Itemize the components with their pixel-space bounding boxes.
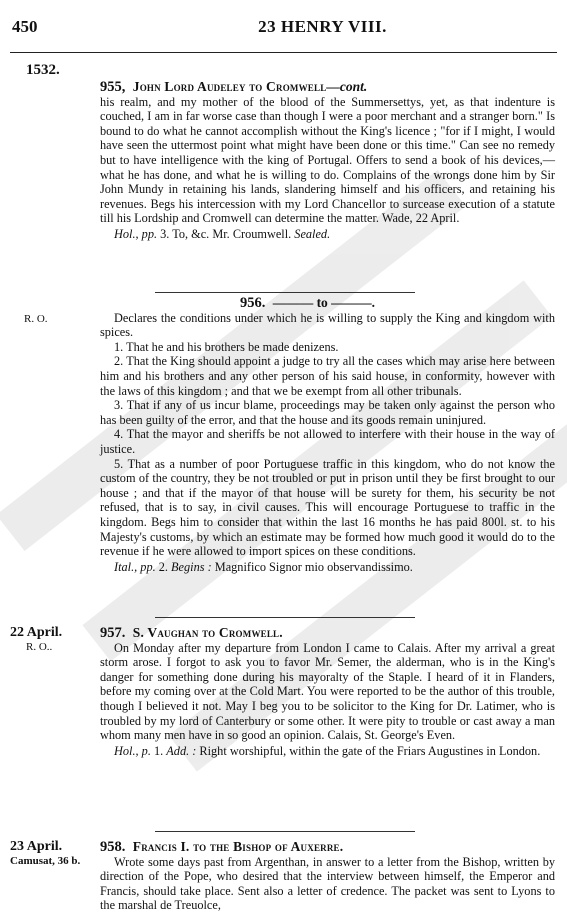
entry-body: On Monday after my departure from London I came to Calais. After my arrival a great storm arose. I forgot to ask you to favor Mr. Semer, the alderman, who is in the King's danger for something done during his mayoralty of the Staple. I heard of it in Flanders, before my coming over at the Cold Mart. You were reported to be the author of this trouble, though I believed it not. May I beg you to be solicitor to the King for Dr. Latimer, who is troubled by my lord of Canterbury or some other. It were pity to trouble or cast away a man whom many men have in so good an opinion. Calais, St. George's Even. [100, 640, 555, 743]
condition-item: 3. That if any of us incur blame, proceedings may be taken only against the person who has been guilty of the error, and that the house and its goods remain uninjured. [100, 398, 555, 427]
meta-rest: Right worshipful, within the gate of the Friars Augustines in London. [196, 743, 541, 758]
entry-title: John Lord Audeley to Cromwell [132, 79, 327, 94]
page-header [0, 14, 567, 40]
condition-item: 4. That the mayor and sheriffs be not allowed to interfere with their house in the way of justice. [100, 427, 555, 456]
margin-year: 1532. [26, 62, 60, 78]
side-note-957 [10, 626, 95, 654]
entry-number: 955, [100, 79, 126, 95]
entry-958 [100, 840, 555, 913]
entry-meta [100, 744, 555, 759]
side-date: 22 April. [10, 625, 63, 640]
entry-title-suffix: —cont. [326, 79, 368, 94]
entry-divider [155, 831, 415, 832]
entry-title: ——— to ———. [272, 295, 376, 310]
entry-number: 957. [100, 625, 126, 641]
side-note-958 [10, 840, 95, 868]
condition-item: 5. That as a number of poor Portuguese traffic in this kingdom, who do not know the custom of the country, they be not troubled or put in prison until they be first brought to our house ; and that if the mayor of that house will be surety for them, his security be not refused, that is to say, in civil causes. This will encourage Portuguese to traffic in the kingdom. Begs him to consider that within the last 16 months he has paid 800l. st. to his Majesty's customs, by which an estimate may be formed how much good it would do to the revenue if he were allowed to import spices on these conditions. [100, 456, 555, 559]
entry-meta [100, 560, 555, 575]
entry-number: 956. [239, 295, 266, 311]
condition-item: 2. That the King should appoint a judge to try all the cases which may arise here between him and his brothers and any other person of his said house, in conformity, however with the laws of this kingdom ; and that we be exempt from all other tribunals. [100, 354, 555, 398]
side-source: R. O. [24, 313, 48, 325]
meta-rest: 3. To, &c. Mr. Croumwell. [157, 226, 295, 241]
page-number: 450 [12, 17, 38, 36]
side-note-956 [10, 312, 95, 326]
meta-ital: Ital., pp. [114, 559, 156, 574]
entry-955 [100, 80, 555, 242]
running-head: 23 HENRY VIII. [258, 17, 387, 36]
entry-title: Francis I. to the Bishop of Auxerre. [132, 839, 344, 854]
entry-957 [100, 626, 555, 758]
meta-add: Add. : [166, 743, 197, 758]
entry-heading [100, 626, 555, 641]
entry-divider [155, 617, 415, 618]
meta-num: 1. [150, 743, 167, 758]
entry-956 [100, 296, 555, 574]
side-date: 23 April. [10, 839, 63, 854]
entry-heading [100, 296, 555, 311]
entry-body: Wrote some days past from Argenthan, in answer to a letter from the Bishop, written by direction of the Pope, who desired that the interview between himself, the Emperor and Francis, should take place. Sent also a letter of credence. The packet was sent to Lyons to the marshal de Treuolce, [100, 854, 555, 913]
meta-begins: Begins : [171, 559, 212, 574]
meta-hol: Hol., pp. [114, 226, 158, 241]
entry-heading [100, 80, 555, 95]
entry-number: 958. [100, 839, 126, 855]
entry-divider [155, 292, 415, 293]
entry-meta [100, 227, 555, 242]
meta-rest: Magnifico Signor mio observandissimo. [211, 559, 413, 574]
condition-item: 1. That he and his brothers be made denizens. [114, 339, 339, 354]
meta-num: 2. [155, 559, 172, 574]
side-source: R. O.. [26, 641, 53, 653]
entry-heading [100, 840, 555, 855]
meta-sealed: Sealed. [294, 226, 331, 241]
header-rule [10, 52, 557, 53]
meta-hol: Hol., p. [114, 743, 151, 758]
entry-title: S. Vaughan to Cromwell. [132, 625, 283, 640]
entry-intro: Declares the conditions under which he is willing to supply the King and kingdom with spices. [100, 310, 555, 340]
entry-body: his realm, and my mother of the blood of the Summersettys, yet, as that indenture is couched, I am in far worse case than though I were a poor merchant and a stranger born." Is bound to do what he cannot accomplish without the King's licence ; "for if I might, I would have seen the uttermost point what might have been done or this time." Can see no remedy but to have intelligence with the king of Portugal. Offers to send a book of his devices,—what he has done, and what he is willing to do. Complains of the wrongs done him by Sir John Mundy in retaining his lands, slandering himself and his officers, and retaining his revenues. Begs his intercession with my Lord Chancellor to surcease execution of a statute till his Lordship and Cromwell can determine the matter. Wade, 22 April. [100, 94, 555, 226]
side-source: Camusat, 36 b. [10, 855, 81, 867]
